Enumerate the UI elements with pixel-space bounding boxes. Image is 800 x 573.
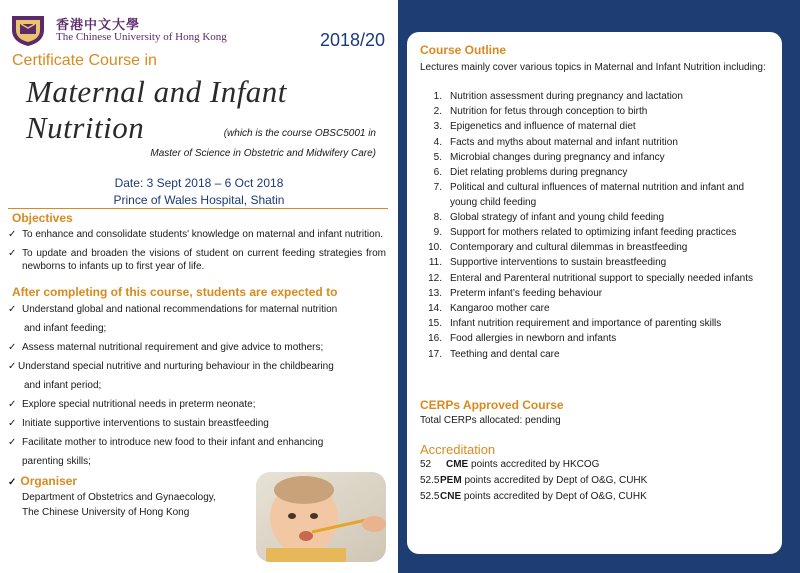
outline-item-text: Support for mothers related to optimizing infant feeding practices: [450, 227, 737, 239]
list-item: [8, 376, 386, 395]
accreditation-text: points accredited by Dept of O&G, CUHK: [464, 475, 648, 486]
objectives-heading: Objectives: [12, 211, 73, 225]
outcome-text: Initiate supportive interventions to sustain breastfeeding: [22, 418, 269, 429]
outline-list: [420, 90, 772, 363]
list-item: [8, 433, 386, 452]
outline-item-number: 5.: [433, 151, 442, 163]
organiser-line: Department of Obstetrics and Gynaecology,: [22, 492, 216, 503]
outline-item-text: Political and cultural influences of maternal nutrition and infant and young child feeding: [450, 182, 745, 208]
accreditation-type: CNE: [440, 491, 462, 502]
cerps-heading: CERPs Approved Course: [420, 398, 564, 412]
outline-item: [420, 105, 772, 119]
list-item: [8, 338, 386, 357]
accreditation-line: [420, 459, 599, 470]
outline-item-text: Food allergies in newborn and infants: [450, 333, 617, 345]
course-title: Maternal and Infant Nutrition: [26, 74, 287, 145]
check-icon: ✓: [8, 342, 17, 353]
organiser-line: The Chinese University of Hong Kong: [22, 507, 190, 518]
accreditation-line: [420, 475, 647, 486]
check-icon: ✓: [8, 248, 17, 259]
accreditation-points: 52.5: [420, 491, 440, 502]
outcomes-heading: After completing of this course, students are expected to: [12, 285, 338, 299]
accreditation-type: CME: [446, 459, 469, 470]
organiser-heading-text: Organiser: [20, 474, 78, 488]
outline-item: [420, 226, 772, 240]
university-name-en: The Chinese University of Hong Kong: [56, 31, 227, 43]
outline-item: [420, 211, 772, 225]
course-date: Date: 3 Sept 2018 – 6 Oct 2018: [114, 176, 284, 190]
outline-item: [420, 166, 772, 180]
outline-item: [420, 136, 772, 150]
outcome-text: parenting skills;: [22, 456, 91, 467]
outline-heading: Course Outline: [420, 43, 507, 57]
outline-item-number: 14.: [428, 303, 442, 315]
outcomes-list: [8, 300, 386, 471]
outline-item-number: 1.: [433, 91, 442, 102]
outline-item: [420, 302, 772, 316]
outline-item-number: 9.: [433, 227, 442, 239]
outline-item: [420, 90, 772, 104]
list-item: [8, 300, 386, 319]
outcome-text: Explore special nutritional needs in preterm neonate;: [22, 399, 256, 410]
outcome-text: Assess maternal nutritional requirement and give advice to mothers;: [22, 342, 324, 353]
outline-item: [420, 348, 772, 362]
list-item: [8, 395, 386, 414]
outline-item-text: Teething and dental care: [450, 348, 560, 360]
outline-item-text: Nutrition assessment during pregnancy and lactation: [450, 91, 683, 102]
outline-item: [420, 272, 772, 286]
outline-item-number: 16.: [428, 333, 442, 345]
divider: [8, 208, 388, 209]
outcome-text: and infant period;: [24, 380, 102, 391]
outline-item-number: 17.: [428, 348, 442, 360]
objectives-list: [8, 228, 386, 279]
outline-item-text: Enteral and Parenteral nutritional support to specially needed infants: [450, 272, 753, 284]
list-item: [8, 452, 386, 471]
check-icon: ✓: [8, 304, 17, 315]
list-item: [8, 414, 386, 433]
course-note: [86, 124, 376, 164]
course-venue: Prince of Wales Hospital, Shatin: [113, 193, 285, 207]
academic-year: 2018/20: [320, 30, 386, 50]
list-item: [8, 247, 386, 273]
outline-item-text: Epigenetics and influence of maternal diet: [450, 121, 636, 133]
outline-item-number: 13.: [428, 287, 442, 299]
outline-item-text: Facts and myths about maternal and infant nutrition: [450, 136, 678, 148]
outline-item: [420, 181, 772, 210]
outline-item: [420, 287, 772, 301]
check-icon: ✓: [8, 418, 17, 429]
outline-item-text: Supportive interventions to sustain breastfeeding: [450, 257, 667, 269]
outline-item-text: Nutrition for fetus through conception to birth: [450, 106, 648, 118]
outline-item: [420, 241, 772, 255]
accreditation-points: 52.5: [420, 475, 440, 486]
list-item: [8, 228, 386, 241]
left-column: [0, 0, 398, 573]
outline-intro: Lectures mainly cover various topics in Maternal and Infant Nutrition including:: [420, 62, 766, 73]
certificate-label: Certificate Course in: [12, 52, 157, 69]
university-name-zh: 香港中文大學: [56, 18, 141, 33]
course-note-line: (which is the course OBSC5001 in: [223, 128, 376, 139]
outline-item-text: Diet relating problems during pregnancy: [450, 167, 628, 179]
check-icon: ✓: [8, 437, 17, 448]
objective-text: To enhance and consolidate students' knowledge on maternal and infant nutrition.: [22, 229, 384, 240]
outline-item-number: 2.: [433, 106, 442, 118]
right-panel: [398, 0, 800, 573]
course-note-line: Master of Science in Obstetric and Midwifery Care): [150, 148, 376, 159]
baby-feeding-photo: [256, 472, 386, 562]
accreditation-text: points accredited by HKCOG: [471, 459, 600, 470]
outline-item: [420, 120, 772, 134]
info-card: [407, 32, 782, 554]
outline-item-text: Kangaroo mother care: [450, 303, 550, 315]
outline-item-text: Preterm infant’s feeding behaviour: [450, 287, 603, 299]
cerps-text: Total CERPs allocated: pending: [420, 415, 561, 426]
outcome-text: Facilitate mother to introduce new food to their infant and enhancing: [22, 437, 324, 448]
check-icon: ✓: [8, 361, 17, 372]
outline-item-number: 15.: [428, 318, 442, 330]
check-icon: ✓: [8, 229, 17, 240]
outline-item-number: 6.: [433, 167, 442, 179]
outline-item: [420, 256, 772, 270]
outline-item-number: 12.: [428, 272, 442, 284]
outline-item: [420, 332, 772, 346]
outline-item-text: Global strategy of infant and young child feeding: [450, 211, 665, 223]
outline-item-number: 3.: [433, 121, 442, 133]
objective-text: To update and broaden the visions of student on current feeding strategies from newborns to infants up to first year of life.: [22, 248, 386, 272]
accreditation-points: 52: [420, 459, 432, 470]
accreditation-type: PEM: [440, 475, 462, 486]
outline-item-number: 8.: [433, 211, 442, 223]
accreditation-line: [420, 491, 647, 502]
list-item: [8, 357, 386, 376]
organiser-heading: [8, 474, 77, 488]
check-icon: ✓: [8, 399, 17, 410]
outline-item-text: Infant nutrition requirement and importance of parenting skills: [450, 318, 722, 330]
outcome-text: Understand global and national recommendations for maternal nutrition: [22, 304, 338, 315]
outcome-text: Understand special nutritive and nurturing behaviour in the childbearing: [18, 361, 334, 372]
accreditation-heading: Accreditation: [420, 442, 496, 457]
outline-item: [420, 151, 772, 165]
outcome-text: and infant feeding;: [24, 323, 107, 334]
outline-item-number: 11.: [428, 257, 442, 269]
outline-item-text: Contemporary and cultural dilemmas in breastfeeding: [450, 242, 688, 254]
outline-item-number: 4.: [433, 136, 442, 148]
outline-item-number: 10.: [428, 242, 442, 254]
outline-item-text: Microbial changes during pregnancy and infancy: [450, 151, 665, 163]
outline-item: [420, 317, 772, 331]
cuhk-crest-icon: [8, 12, 48, 48]
outline-item-number: 7.: [433, 182, 442, 194]
list-item: [8, 319, 386, 338]
check-icon: ✓: [8, 477, 17, 488]
accreditation-text: points accredited by Dept of O&G, CUHK: [463, 491, 647, 502]
